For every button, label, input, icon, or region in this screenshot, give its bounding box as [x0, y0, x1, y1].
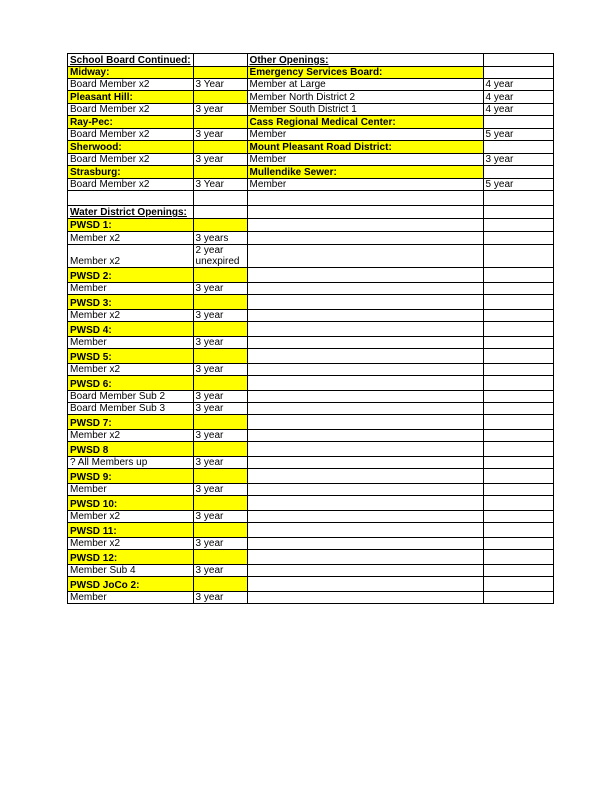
- cell-other-term: [483, 283, 553, 295]
- cell-other-term: [483, 469, 553, 484]
- cell-term: [193, 376, 247, 391]
- table-row: [68, 191, 554, 206]
- cell-other-term: [483, 550, 553, 565]
- cell-position: Member Sub 4: [68, 565, 194, 577]
- cell-term: [193, 268, 247, 283]
- district-heading: PWSD 9:: [68, 469, 194, 484]
- table-row: [68, 166, 554, 179]
- cell-other-position: [247, 469, 483, 484]
- table-row: [68, 245, 554, 268]
- cell-term: 3 year: [193, 310, 247, 322]
- cell-other-position: Member: [247, 154, 483, 166]
- table-row: [68, 430, 554, 442]
- cell-term: 3 year: [193, 565, 247, 577]
- table-row: [68, 592, 554, 604]
- cell-term: [193, 295, 247, 310]
- district-heading: Strasburg:: [68, 166, 194, 179]
- table-row: [68, 511, 554, 523]
- district-heading: Sherwood:: [68, 141, 194, 154]
- section-heading: Water District Openings:: [68, 206, 194, 219]
- cell-term: 3 year: [193, 457, 247, 469]
- table-row: [68, 349, 554, 364]
- cell-other-term: [483, 457, 553, 469]
- table-row: [68, 469, 554, 484]
- district-heading: Pleasant Hill:: [68, 91, 194, 104]
- cell-term: [193, 523, 247, 538]
- district-heading: PWSD 4:: [68, 322, 194, 337]
- district-heading: PWSD 8: [68, 442, 194, 457]
- table-row: [68, 391, 554, 403]
- cell-other-position: [247, 364, 483, 376]
- cell-position: Board Member x2: [68, 154, 194, 166]
- cell-other-term: [483, 565, 553, 577]
- cell-other-position: [247, 430, 483, 442]
- cell-term: 3 years: [193, 232, 247, 245]
- cell-other-position: [247, 283, 483, 295]
- cell-other-position: [247, 415, 483, 430]
- table-row: [68, 154, 554, 166]
- table-row: [68, 577, 554, 592]
- cell-other-term: [483, 232, 553, 245]
- cell-term: 3 year: [193, 154, 247, 166]
- table-row: [68, 67, 554, 79]
- cell-other-position: [247, 592, 483, 604]
- cell-other-position: [247, 376, 483, 391]
- table-row: [68, 310, 554, 322]
- cell-term: 3 year: [193, 592, 247, 604]
- cell-term: 3 year: [193, 104, 247, 116]
- table-row: [68, 523, 554, 538]
- cell-position: Board Member x2: [68, 179, 194, 191]
- cell-position: [68, 191, 194, 206]
- cell-other-term: 4 year: [483, 104, 553, 116]
- cell-other-position: [247, 496, 483, 511]
- cell-other-term: [483, 322, 553, 337]
- section-heading: Other Openings:: [247, 54, 483, 67]
- cell-position: Member: [68, 337, 194, 349]
- table-row: [68, 116, 554, 129]
- cell-other-position: [247, 538, 483, 550]
- cell-term: [193, 206, 247, 219]
- cell-other-position: [247, 268, 483, 283]
- cell-other-term: 3 year: [483, 154, 553, 166]
- cell-other-position: [247, 403, 483, 415]
- district-heading: PWSD 3:: [68, 295, 194, 310]
- cell-other-position: [247, 523, 483, 538]
- cell-other-position: Member at Large: [247, 79, 483, 91]
- cell-other-term: [483, 245, 553, 268]
- cell-term: [193, 349, 247, 364]
- cell-position: Board Member x2: [68, 129, 194, 141]
- cell-position: Member x2: [68, 232, 194, 245]
- cell-other-position: [247, 577, 483, 592]
- cell-position: Board Member x2: [68, 104, 194, 116]
- table-row: [68, 206, 554, 219]
- cell-term: [193, 91, 247, 104]
- district-heading: PWSD 10:: [68, 496, 194, 511]
- district-heading: PWSD 5:: [68, 349, 194, 364]
- table-row: [68, 550, 554, 565]
- table-row: [68, 415, 554, 430]
- cell-other-term: [483, 141, 553, 154]
- cell-term: 3 year: [193, 538, 247, 550]
- cell-position: Member: [68, 484, 194, 496]
- section-heading: School Board Continued:: [68, 54, 194, 67]
- table-row: [68, 219, 554, 232]
- table-row: [68, 104, 554, 116]
- district-heading: PWSD 12:: [68, 550, 194, 565]
- cell-other-term: [483, 484, 553, 496]
- cell-other-term: [483, 219, 553, 232]
- cell-other-position: [247, 295, 483, 310]
- cell-other-position: [247, 484, 483, 496]
- openings-table-body: [68, 54, 554, 604]
- cell-other-term: 4 year: [483, 91, 553, 104]
- cell-term: 3 year: [193, 364, 247, 376]
- cell-other-position: [247, 391, 483, 403]
- table-row: [68, 484, 554, 496]
- cell-other-position: Member: [247, 129, 483, 141]
- cell-other-position: [247, 310, 483, 322]
- cell-position: Member x2: [68, 511, 194, 523]
- cell-other-term: [483, 391, 553, 403]
- cell-other-term: [483, 67, 553, 79]
- cell-term: [193, 469, 247, 484]
- openings-table: [67, 53, 554, 604]
- district-heading: PWSD JoCo 2:: [68, 577, 194, 592]
- table-row: [68, 232, 554, 245]
- district-heading: Mount Pleasant Road District:: [247, 141, 483, 154]
- cell-term: 3 year: [193, 129, 247, 141]
- table-row: [68, 403, 554, 415]
- cell-term: [193, 496, 247, 511]
- cell-other-term: 5 year: [483, 129, 553, 141]
- cell-term: [193, 415, 247, 430]
- cell-other-position: Member North District 2: [247, 91, 483, 104]
- cell-other-term: [483, 511, 553, 523]
- cell-other-term: [483, 592, 553, 604]
- cell-other-term: [483, 166, 553, 179]
- table-row: [68, 295, 554, 310]
- cell-other-position: [247, 219, 483, 232]
- cell-other-position: [247, 206, 483, 219]
- cell-other-term: [483, 206, 553, 219]
- district-heading: PWSD 7:: [68, 415, 194, 430]
- table-row: [68, 268, 554, 283]
- cell-term: 3 year: [193, 430, 247, 442]
- district-heading: Midway:: [68, 67, 194, 79]
- cell-other-position: Member: [247, 179, 483, 191]
- cell-other-term: [483, 349, 553, 364]
- table-row: [68, 129, 554, 141]
- cell-term: [193, 219, 247, 232]
- cell-other-term: [483, 191, 553, 206]
- district-heading: PWSD 11:: [68, 523, 194, 538]
- cell-position: Member x2: [68, 538, 194, 550]
- district-heading: Cass Regional Medical Center:: [247, 116, 483, 129]
- table-row: [68, 179, 554, 191]
- cell-position: Board Member x2: [68, 79, 194, 91]
- cell-other-term: [483, 496, 553, 511]
- cell-term: [193, 67, 247, 79]
- table-row: [68, 79, 554, 91]
- cell-position: Board Member Sub 2: [68, 391, 194, 403]
- cell-other-term: [483, 403, 553, 415]
- table-row: [68, 54, 554, 67]
- table-row: [68, 322, 554, 337]
- cell-other-term: [483, 337, 553, 349]
- cell-term: 2 year unexpired: [193, 245, 247, 268]
- cell-other-term: [483, 268, 553, 283]
- cell-other-term: [483, 54, 553, 67]
- cell-other-position: [247, 349, 483, 364]
- district-heading: Ray-Pec:: [68, 116, 194, 129]
- table-row: [68, 141, 554, 154]
- cell-other-position: [247, 232, 483, 245]
- district-heading: PWSD 6:: [68, 376, 194, 391]
- cell-term: 3 year: [193, 391, 247, 403]
- table-row: [68, 496, 554, 511]
- cell-other-position: [247, 245, 483, 268]
- table-row: [68, 376, 554, 391]
- cell-other-position: [247, 191, 483, 206]
- cell-other-term: [483, 577, 553, 592]
- cell-other-term: [483, 538, 553, 550]
- table-row: [68, 565, 554, 577]
- cell-term: [193, 322, 247, 337]
- cell-position: Member x2: [68, 430, 194, 442]
- cell-other-term: [483, 415, 553, 430]
- district-heading: Mullendike Sewer:: [247, 166, 483, 179]
- cell-term: 3 year: [193, 283, 247, 295]
- cell-other-position: Member South District 1: [247, 104, 483, 116]
- cell-position: Member: [68, 592, 194, 604]
- cell-term: 3 year: [193, 403, 247, 415]
- cell-other-position: [247, 442, 483, 457]
- cell-term: 3 year: [193, 511, 247, 523]
- table-row: [68, 283, 554, 295]
- cell-term: [193, 550, 247, 565]
- table-row: [68, 364, 554, 376]
- cell-other-position: [247, 322, 483, 337]
- cell-position: Board Member Sub 3: [68, 403, 194, 415]
- cell-term: 3 year: [193, 484, 247, 496]
- cell-other-term: 5 year: [483, 179, 553, 191]
- cell-other-position: [247, 565, 483, 577]
- cell-other-term: [483, 430, 553, 442]
- cell-other-term: [483, 295, 553, 310]
- cell-other-term: [483, 310, 553, 322]
- district-heading: PWSD 1:: [68, 219, 194, 232]
- cell-term: [193, 191, 247, 206]
- cell-term: [193, 442, 247, 457]
- cell-position: ? All Members up: [68, 457, 194, 469]
- cell-term: 3 year: [193, 337, 247, 349]
- cell-position: Member: [68, 283, 194, 295]
- table-row: [68, 457, 554, 469]
- cell-position: Member x2: [68, 310, 194, 322]
- cell-term: [193, 116, 247, 129]
- cell-other-term: [483, 116, 553, 129]
- cell-term: 3 Year: [193, 79, 247, 91]
- table-row: [68, 538, 554, 550]
- cell-other-term: 4 year: [483, 79, 553, 91]
- district-heading: PWSD 2:: [68, 268, 194, 283]
- cell-position: Member x2: [68, 364, 194, 376]
- cell-other-term: [483, 376, 553, 391]
- district-heading: Emergency Services Board:: [247, 67, 483, 79]
- cell-other-term: [483, 523, 553, 538]
- cell-other-position: [247, 511, 483, 523]
- cell-other-term: [483, 442, 553, 457]
- cell-other-position: [247, 337, 483, 349]
- cell-term: [193, 577, 247, 592]
- cell-other-position: [247, 550, 483, 565]
- table-row: [68, 91, 554, 104]
- cell-term: [193, 166, 247, 179]
- cell-position: Member x2: [68, 245, 194, 268]
- table-row: [68, 337, 554, 349]
- cell-term: 3 Year: [193, 179, 247, 191]
- cell-other-term: [483, 364, 553, 376]
- table-row: [68, 442, 554, 457]
- cell-other-position: [247, 457, 483, 469]
- cell-term: [193, 54, 247, 67]
- cell-term: [193, 141, 247, 154]
